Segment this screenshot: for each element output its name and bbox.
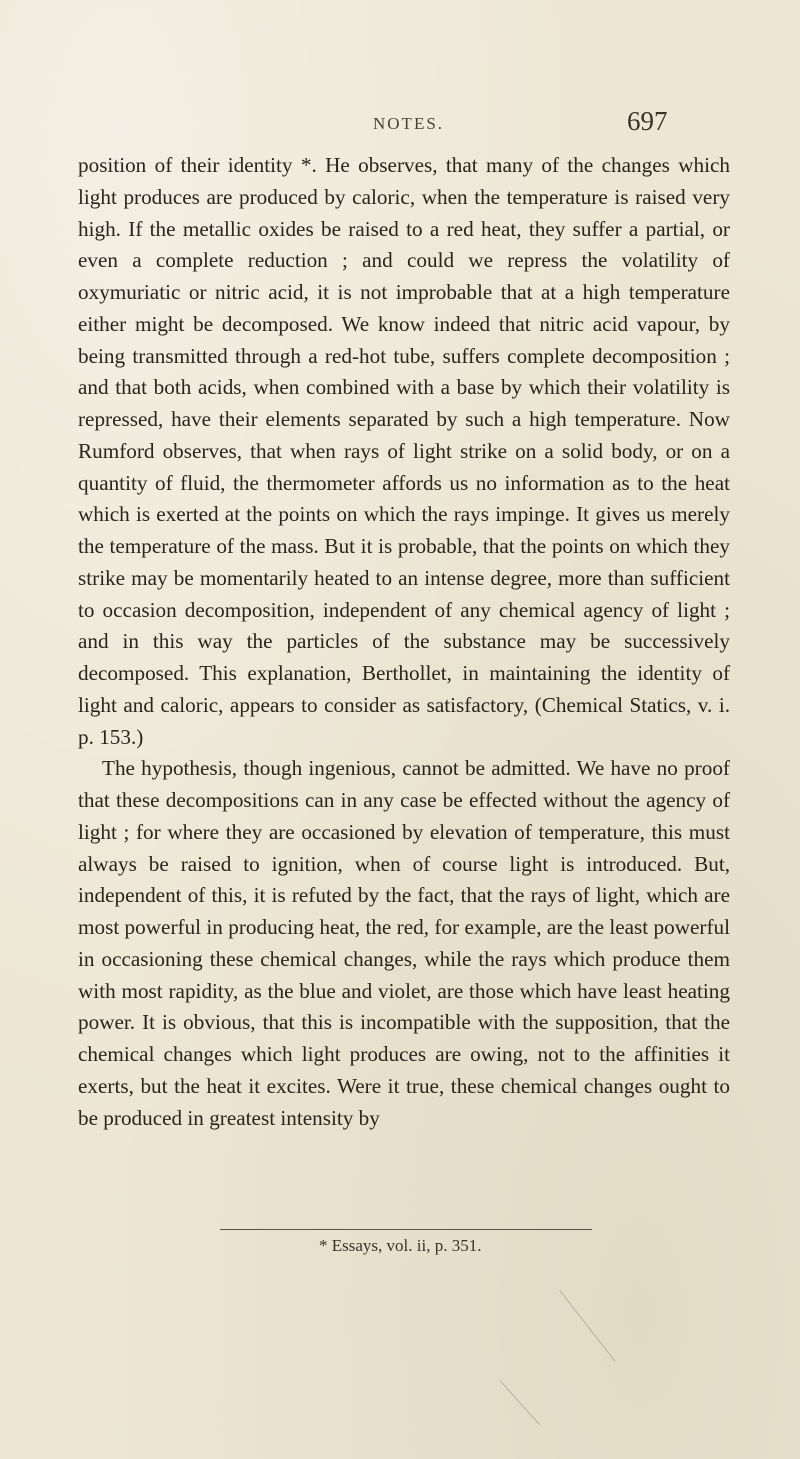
page-crease bbox=[499, 1380, 540, 1425]
paragraph: position of their identity *. He observes, that many of the changes which light produces are produced by caloric, when the temperature is raised very high. If the metallic oxides be raised to a red heat, they suffer a partial, or even a complete reduction ; and could we repress the volatility of oxymuriatic or nitric acid, it is not improbable that at a high temperature either might be decomposed. We know indeed that nitric acid vapour, by being transmitted through a red-hot tube, suffers complete decomposition ; and that both acids, when combined with a base by which their volatility is repressed, have their elements separated by such a high temperature. Now Rumford observes, that when rays of light strike on a solid body, or on a quantity of fluid, the thermometer affords us no information as to the heat which is exerted at the points on which the rays impinge. It gives us merely the temperature of the mass. But it is probable, that the points on which they strike may be momentarily heated to an intense degree, more than sufficient to occasion decomposition, independent of any chemical agency of light ; and in this way the particles of the substance may be successively decomposed. This explanation, Berthollet, in maintaining the identity of light and caloric, appears to consider as satisfactory, (Chemical Statics, v. i. p. 153.) bbox=[78, 153, 730, 749]
page-crease bbox=[559, 1290, 615, 1362]
footnote-rule bbox=[220, 1229, 592, 1230]
page-number: 697 bbox=[627, 106, 668, 136]
main-text bbox=[78, 150, 730, 1134]
paragraph: The hypothesis, though ingenious, cannot be admitted. We have no proof that these decompositions can in any case be effected without the agency of light ; for where they are occasioned by elevation of temperature, this must always be raised to ignition, when of course light is introduced. But, independent of this, it is refuted by the fact, that the rays of light, which are most powerful in producing heat, the red, for example, are the least powerful in occasioning these chemical changes, while the rays which produce them with most rapidity, as the blue and violet, are those which have least heating power. It is obvious, that this is incompatible with the supposition, that the chemical changes which light produces are owing, not to the affinities it exerts, but the heat it excites. Were it true, these chemical changes ought to be produced in greatest intensity by bbox=[78, 756, 730, 1130]
footnote: * Essays, vol. ii, p. 351. bbox=[319, 1236, 482, 1255]
running-head: NOTES. bbox=[373, 114, 445, 133]
page-header bbox=[0, 106, 800, 146]
